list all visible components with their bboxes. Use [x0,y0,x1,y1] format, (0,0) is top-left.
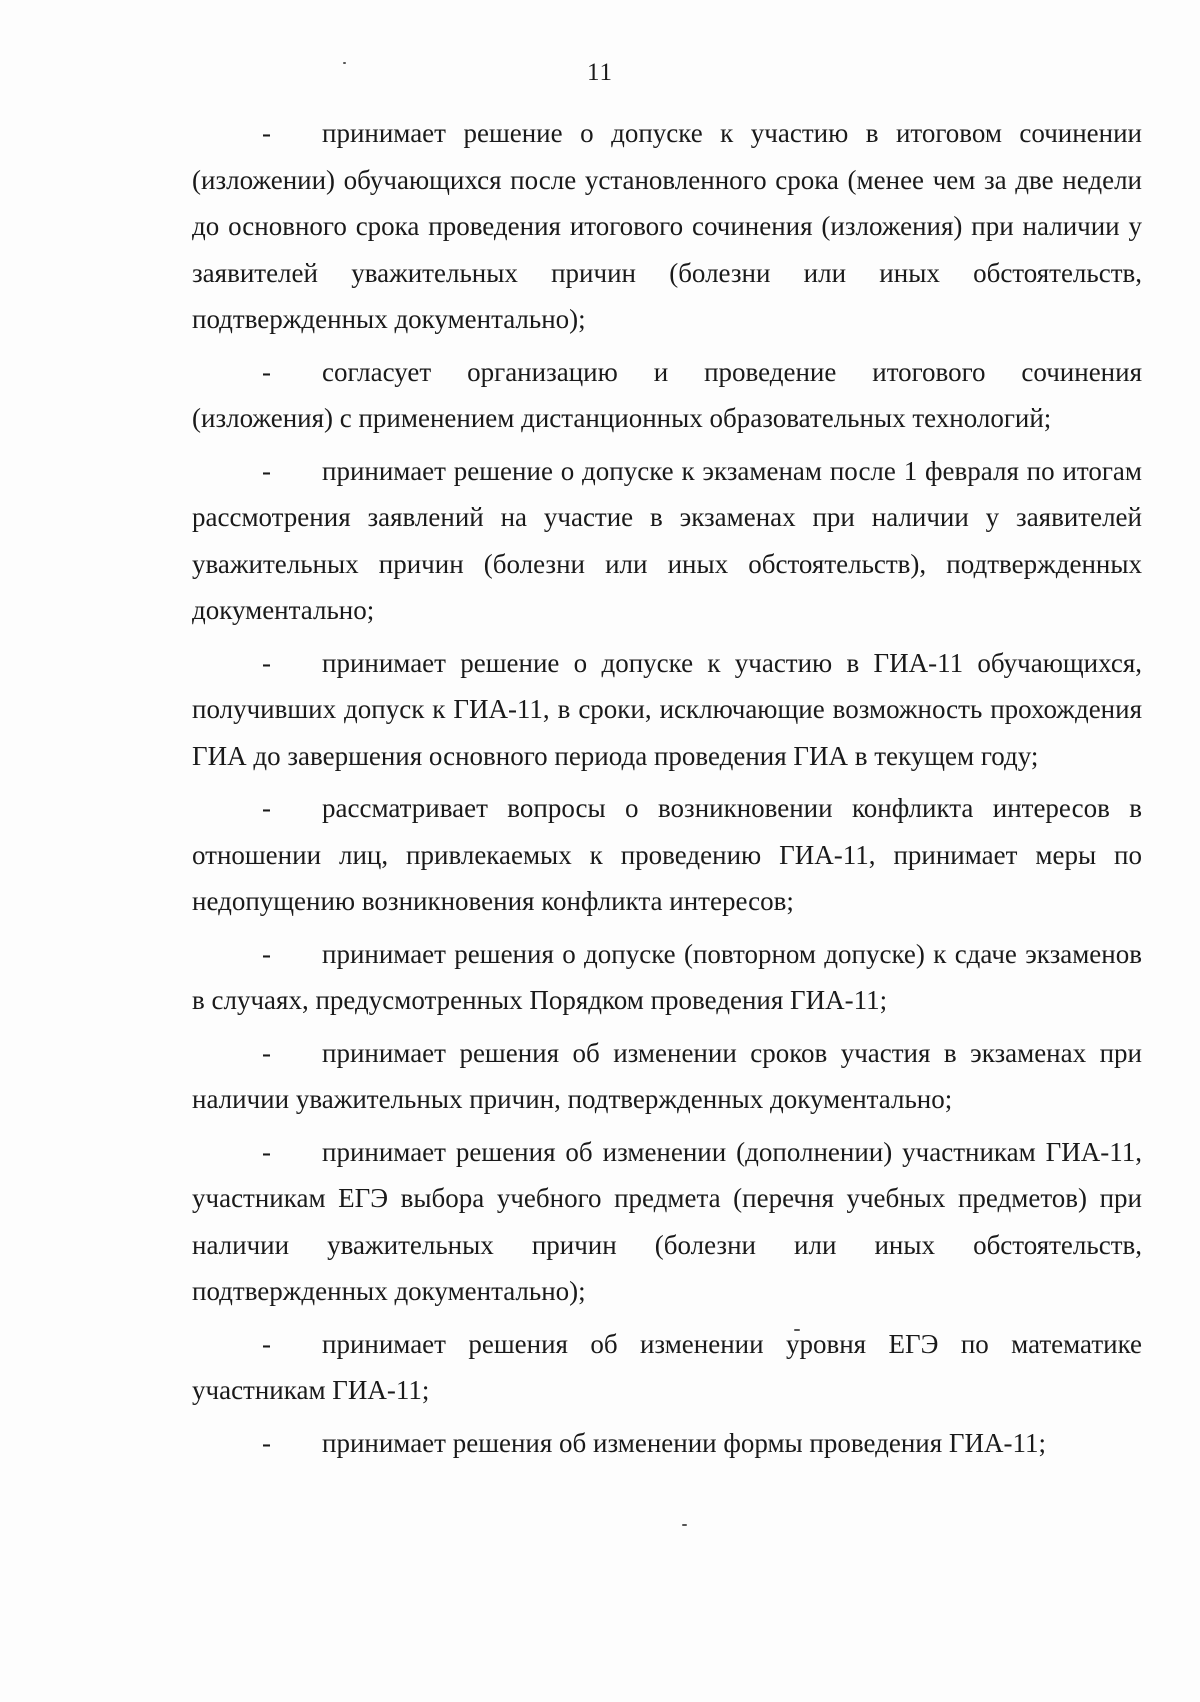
page-number: 11 [586,59,614,86]
list-item [192,1129,1142,1315]
list-item-text: принимает решения об изменении (дополнении) участникам ГИА-11, участникам ЕГЭ выбора учебного предмета (перечня учебных предметов) при наличии уважительных причин (болезни или иных обстоятельств, подтвержденных документально); [192,1136,1142,1306]
list-item [192,448,1142,634]
list-item [192,1420,1142,1467]
list-dash: - [262,356,271,387]
list-item [192,931,1142,1024]
list-item-text: принимает решения об изменении сроков участия в экзаменах при наличии уважительных причин, подтвержденных документально; [192,1037,1142,1114]
list-dash: - [262,1328,271,1359]
body-text [192,110,1142,1472]
list-item [192,1321,1142,1414]
list-dash: - [262,793,271,823]
list-item-text: принимает решение о допуске к участию в итоговом сочинении (изложении) обучающихся после установленного срока (менее чем за две недели до основного срока проведения итогового сочинения (изложения) при наличии у заявителей уважительных причин (болезни или иных обстоятельств, подтвержденных документально); [192,118,1142,334]
list-item [192,1030,1142,1123]
list-item-text: принимает решение о допуске к экзаменам после 1 февраля по итогам рассмотрения заявлений на участие в экзаменах при наличии у заявителей уважительных причин (болезни или иных обстоятельств), подтвержденных документально; [192,455,1142,625]
list-item-text: принимает решения о допуске (повторном допуске) к сдаче экзаменов в случаях, предусмотренных Порядком проведения ГИА-11; [192,938,1142,1015]
list-item-text: согласует организацию и проведение итогового сочинения (изложения) с применением дистанционных образовательных технологий; [192,356,1142,433]
list-dash: - [262,938,271,969]
list-dash: - [262,1037,271,1068]
list-item-text: рассматривает вопросы о возникновении конфликта интересов в отношении лиц, привлекаемых к проведению ГИА-11, принимает меры по недопущению возникновения конфликта интересов; [192,793,1142,916]
list-item [192,640,1142,780]
list-item [192,110,1142,343]
list-dash: - [262,1427,271,1458]
list-item [192,349,1142,442]
list-item-text: принимает решение о допуске к участию в ГИА-11 обучающихся, получивших допуск к ГИА-11, в сроки, исключающие возможность прохождения ГИА до завершения основного периода проведения ГИА в текущем году; [192,647,1142,771]
list-item-text: принимает решения об изменении формы проведения ГИА-11; [322,1427,1046,1458]
list-item [192,785,1142,925]
list-dash: - [262,1136,271,1167]
list-dash: - [262,118,271,148]
list-dash: - [262,647,271,678]
scan-speck [343,62,346,64]
list-dash: - [262,455,271,486]
list-item-text: принимает решения об изменении уровня ЕГЭ по математике участникам ГИА-11; [192,1328,1142,1405]
scan-speck [682,1524,687,1526]
